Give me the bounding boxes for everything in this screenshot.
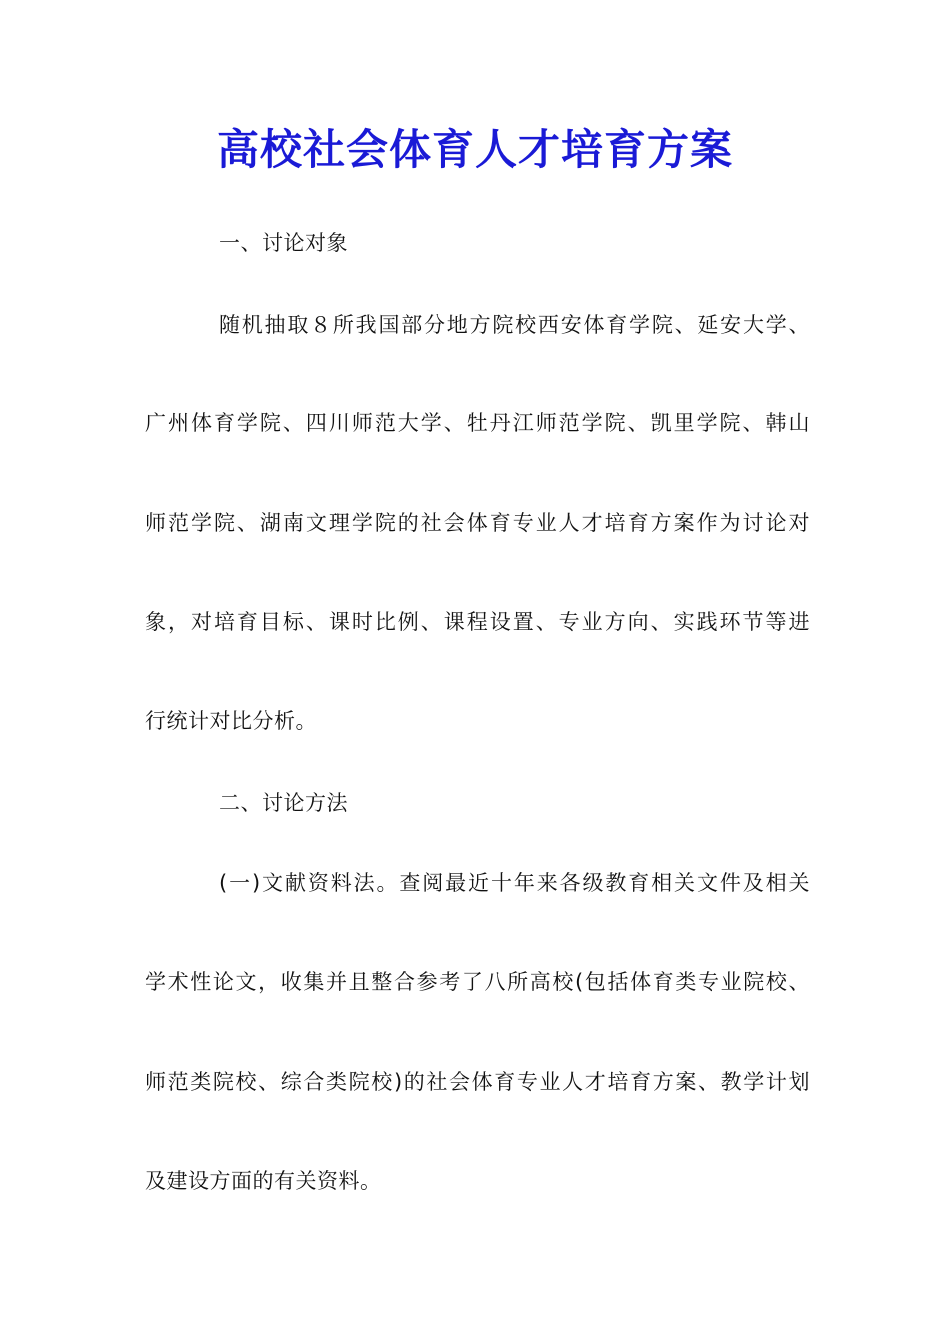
- document-title: 高校社会体育人才培育方案: [216, 125, 733, 174]
- paragraph-line: (一)文献资料法。查阅最近十年来各级教育相关文件及相关: [219, 871, 810, 895]
- section-heading-research-object: 一、讨论对象: [219, 231, 348, 255]
- section-heading-research-method: 二、讨论方法: [219, 791, 348, 815]
- paragraph-line: 师范类院校、综合类院校)的社会体育专业人才培育方案、教学计划: [145, 1070, 810, 1094]
- paragraph-line: 随机抽取８所我国部分地方院校西安体育学院、延安大学、: [219, 313, 810, 337]
- paragraph-line: 广州体育学院、四川师范大学、牡丹江师范学院、凯里学院、韩山: [145, 411, 810, 435]
- paragraph-line: 象，对培育目标、课时比例、课程设置、专业方向、实践环节等进: [145, 610, 810, 634]
- paragraph-line: 师范学院、湖南文理学院的社会体育专业人才培育方案作为讨论对: [145, 511, 810, 535]
- paragraph-line: 及建设方面的有关资料。: [145, 1169, 382, 1193]
- paragraph-line: 学术性论文，收集并且整合参考了八所高校(包括体育类专业院校、: [145, 970, 810, 994]
- paragraph-line: 行统计对比分析。: [145, 709, 317, 733]
